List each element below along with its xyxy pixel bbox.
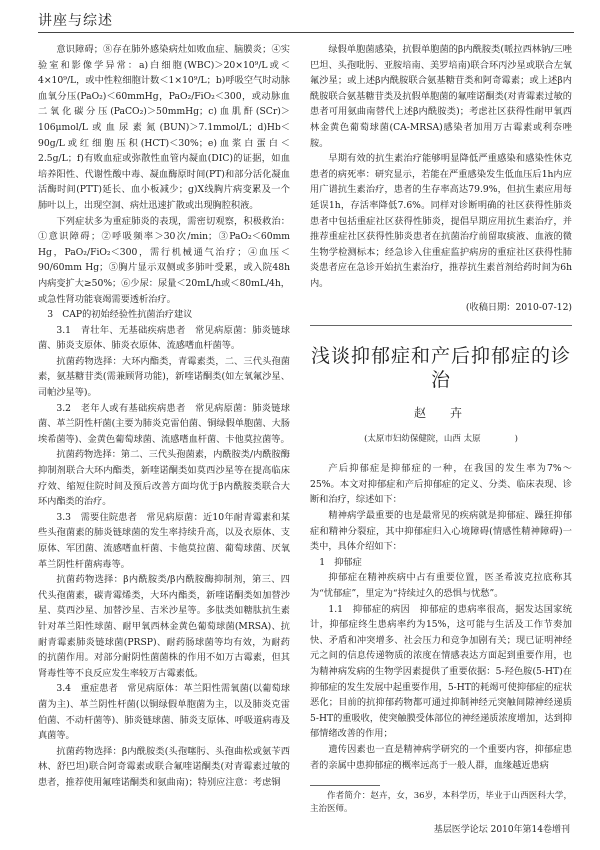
author-note: 作者简介：赵卉，女，36岁，本科学历，毕业于山西医科大学，主治医师。 [310,791,572,815]
paragraph-severe-signs: 下列症状多为重症肺炎的表现，需密切观察，积极救治：①意识障碍；②呼吸频率＞30次/min；③PaO₂＜60mm Hg，PaO₂/FiO₂＜300，需行机械通气治疗；④血压＜90/60mm Hg；⑤胸片显示双侧或多肺叶受累，或入院48h内病变扩大≥50%；⑥少尿：尿量＜20mL/h或＜80mL/4h，或急性肾功能衰竭需要透析治疗。 [38,215,290,305]
received-date: (收稿日期：2010-07-12) [465,301,572,313]
article-author: 赵 卉 [413,406,468,421]
paragraph-genetics: 遗传因素也一直是精神病学研究的一个重要内容，抑郁症患者的亲属中患抑郁症的概率远高于一般人群，血缘越近患病 [310,743,572,771]
paragraph-elderly: 3.2 老年人或有基础疾病患者 常见病原菌：肺炎链球菌、革兰阴性杆菌(主要为肺炎克雷伯菌、铜绿假单胞菌、大肠埃希菌等)、金黄色葡萄球菌、流感嗜血杆菌、卡他莫拉菌等。 [38,402,290,445]
paragraph-elderly-drugs: 抗菌药物选择：第二、三代头孢菌素，内酰胺类/内酰胺酶抑制剂联合大环内酯类，新喹诺酮类如莫西沙星等在提高临床疗效、缩短住院时间及预后改善方面均优于β内酰胺类联合大环内酯类的治疗。 [38,449,290,508]
section-heading-depression: 1 抑郁症 [319,556,362,568]
paragraph-severity-criteria: 意识障碍；⑧存在肺外感染病灶如败血症、脑膜炎；④实验室和影像学异常：a)白细胞(WBC)＞20×10⁹/L或＜4×10⁹/L，或中性粒细胞计数＜1×10⁹/L；b)呼吸空气时动脉血氧分压(PaO₂)＜60mmHg，PaO₂/FiO₂＜300，或动脉血二氧化碳分压(PaCO₂)＞50mmHg；c)血肌酐(SCr)＞106μmol/L或血尿素氮(BUN)＞7.1mmol/L；d)Hb＜90g/L或红细胞压积(HCT)＜30%；e)血浆白蛋白＜2.5g/L；f)有败血症或弥散性血管内凝血(DIC)的证据，如血培养阳性、代谢性酸中毒、凝血酶原时间(PT)和部分活化凝血活酶时间(PTT)延长、血小板减少；g)X线胸片病变累及一个肺叶以上，出现空洞、病灶迅速扩散或出现胸腔积液。 [38,44,290,211]
article-title: 浅谈抑郁症和产后抑郁症的诊治 [310,345,571,392]
paragraph-hospitalized-drugs: 抗菌药物选择：β内酰胺类/β内酰胺酶抑制剂，第三、四代头孢菌素，碳青霉烯类，大环内酯类，新喹诺酮类如加替沙星、莫西沙星、加替沙星、吉米沙星等。多肽类如糖肽抗生素针对革兰阳性球菌、耐甲氧西林金黄色葡萄球菌(MRSA)、抗耐青霉素肺炎链球菌(PRSP)、耐药肠球菌等均有效，为耐药的抗菌作用。对部分耐阴性菌菌株的作用不如万古霉素，但其肾毒性等不良反应发生率较万古霉素低。 [38,574,290,679]
paragraph-severe-patients: 3.4 重症患者 常见病原体：革兰阳性需氧菌(以葡萄球菌为主)、革兰阴性杆菌(以铜绿假单胞菌为主，以及肺炎克雷伯菌、不动杆菌等)、肺炎链球菌、肺炎支原体、呼吸道病毒及真菌等。 [38,683,290,742]
paragraph-etiology: 1.1 抑郁症的病因 抑郁症的患病率很高，据发达国家统计，抑郁症终生患病率约为15%，这可能与生活及工作节奏加快、矛盾和冲突增多、社会压力和竞争加剧有关；现已证明神经元之间的信息传递物质的浓度在情感表达方面起到重要作用，也为精神病发病的生物学因素提供了重要依据：5-羟色胺(5-HT)在抑郁症的发生发展中起重要作用，5-HT的耗竭可使抑郁症的症状恶化；目前的抗抑郁药物都可通过抑制神经元突触间隙神经递质5-HT的重吸收，使突触膜受体部位的神经递质浓度增加，达到抑郁情绪改善的作用； [310,603,572,740]
article-affiliation: (太原市妇幼保健院，山西 太原 ) [364,433,518,444]
page-footer: 基层医学论坛 2010年第14卷增刊 [433,825,570,835]
paragraph-severe-drugs: 抗菌药物选择：β内酰胺类(头孢噻肟、头孢曲松或氨苄西林、舒巴坦)联合阿奇霉素或联合氟喹诺酮类(对青霉素过敏的患者，推荐使用氟喹诺酮类和氨曲南)；特别应注意：考虑铜 [38,745,290,788]
journal-section-header: 讲座与综述 [38,13,113,29]
paragraph-abstract: 产后抑郁症是抑郁症的一种，在我国的发生率为7%～25%。本文对抑郁症和产后抑郁症的定义、分类、临床表现、诊断和治疗，综述如下： [310,463,572,506]
paragraph-classification: 精神病学最重要的也是最常见的疾病就是抑郁症、躁狂抑郁症和精神分裂症，其中抑郁症归入心境障碍(情感性精神障碍)一类中，具体介绍如下： [310,510,572,553]
header-divider [38,32,574,33]
paragraph-depression-intro: 抑郁症在精神疾病中占有重要位置，医圣希波克拉底称其为“忧郁症”，里定为“持续过久的恐惧与忧愁”。 [310,572,572,600]
paragraph-hospitalized: 3.3 需要住院患者 常见病原菌：近10年耐青霉素和某些头孢菌素的肺炎链球菌的发生率持续升高，以及衣原体、支原体、军团菌、流感嗜血杆菌、卡他莫拉菌、葡萄球菌、厌氧革兰阴性杆菌病毒等。 [38,511,290,570]
section-heading-initial-therapy: 3 CAP的初始经验性抗菌治疗建议 [47,309,193,321]
paragraph-young-adults-drugs: 抗菌药物选择：大环内酯类，青霉素类，二、三代头孢菌素，氨基糖苷类(需兼顾肾功能)，新喹诺酮类(如左氧氟沙星、司帕沙星等)。 [38,355,290,399]
paragraph-early-antibiotics: 早期有效的抗生素治疗能够明显降低严重感染和感染性休克患者的病死率：研究显示，若能在严重感染发生低血压后1h内应用广谱抗生素治疗，患者的生存率高达79.9%，但抗生素应用每延误1h，存活率降低7.6%。同样对诊断明确的社区获得性肺炎患者中包括重症社区获得性肺炎，提倡早期应用抗生素治疗，并推荐重症社区获得性肺炎患者在抗菌治疗前留取痰液、血液的微生物学检测标本；经急诊入住重症监护病房的重症社区获得性肺炎患者应在急诊开始抗生素治疗，推荐抗生素首剂给药时间为6h内。 [310,153,572,289]
paragraph-young-adults: 3.1 青壮年、无基础疾病患者 常见病原菌：肺炎链球菌、肺炎支原体、肺炎衣原体、流感嗜血杆菌等。 [38,324,290,352]
paragraph-continued-drugs: 绿假单胞菌感染，抗假单胞菌的β内酰胺类(哌拉西林钠/三唑巴坦、头孢吡肟、亚胺培南、美罗培南)联合环丙沙星或联合左氧氟沙星；或上述β内酰胺联合氨基糖苷类和阿奇霉素；或上述β内酰胺联合氨基糖苷类及抗假单胞菌的氟喹诺酮类(对青霉素过敏的患者可用氨曲南替代上述β内酰胺类)；考虑社区获得性耐甲氧西林金黄色葡萄球菌(CA-MRSA)感染者加用万古霉素或利奈唑胺。 [310,44,572,149]
footnote-divider [310,785,380,786]
right-column [310,42,572,816]
left-column [38,42,290,791]
article-divider [310,325,572,326]
